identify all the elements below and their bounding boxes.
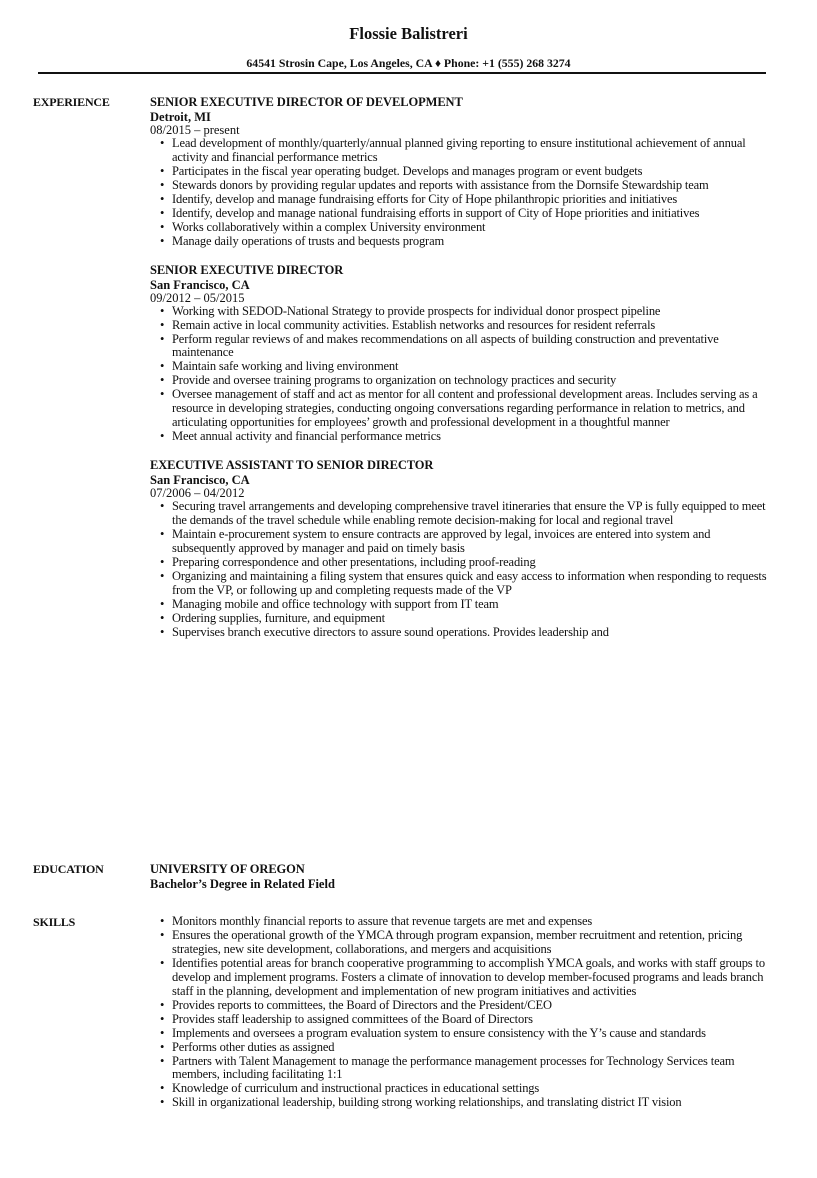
- bullet-item: • Identify, develop and manage fundraising efforts for City of Hope philanthropic priorities and initiatives: [172, 193, 770, 207]
- job-title: EXECUTIVE ASSISTANT TO SENIOR DIRECTOR: [150, 458, 434, 473]
- header-divider: [38, 72, 766, 74]
- job-entry: [150, 95, 770, 249]
- skill-item: • Identifies potential areas for branch cooperative programming to accomplish YMCA goals, and works with staff groups to develop and implement programs. Fosters a climate of innovation to develop member-focused programs and leads branch staff in the planning, development and implementation of new program initiatives and activities: [172, 957, 770, 999]
- skill-item: • Knowledge of curriculum and instructional practices in educational settings: [172, 1082, 770, 1096]
- bullet-item: • Participates in the fiscal year operating budget. Develops and manages program or event budgets: [172, 165, 770, 179]
- job-location: Detroit, MI: [150, 110, 211, 124]
- education-body: [150, 862, 770, 891]
- bullet-item: • Meet annual activity and financial performance metrics: [172, 430, 770, 444]
- section-label-education: EDUCATION: [33, 862, 104, 876]
- job-bullets: [150, 137, 770, 249]
- bullet-item: • Working with SEDOD-National Strategy to provide prospects for individual donor prospect pipeline: [172, 305, 770, 319]
- bullet-item: • Lead development of monthly/quarterly/annual planned giving reporting to ensure institutional achievement of annual activity and financial performance metrics: [172, 137, 770, 165]
- job-dates: 08/2015 – present: [150, 123, 240, 137]
- candidate-name: Flossie Balistreri: [349, 24, 468, 43]
- bullet-item: • Organizing and maintaining a filing system that ensures quick and easy access to information when responding to requests from the VP, or following up and completing requests made of the VP: [172, 570, 770, 598]
- degree: Bachelor’s Degree in Related Field: [150, 877, 335, 891]
- bullet-item: • Maintain e-procurement system to ensure contracts are approved by legal, invoices are entered into system and subsequently approved by manager and paid on timely basis: [172, 528, 770, 556]
- job-bullets: [150, 500, 770, 640]
- skill-item: • Skill in organizational leadership, building strong working relationships, and translating district IT vision: [172, 1096, 770, 1110]
- section-label-experience: EXPERIENCE: [33, 95, 110, 109]
- skill-item: • Implements and oversees a program evaluation system to ensure consistency with the Y’s cause and standards: [172, 1027, 770, 1041]
- school-name: UNIVERSITY OF OREGON: [150, 862, 305, 876]
- section-label-skills: SKILLS: [33, 915, 76, 929]
- job-dates: 09/2012 – 05/2015: [150, 290, 245, 305]
- job-location: San Francisco, CA: [150, 473, 250, 488]
- bullet-item: • Maintain safe working and living environment: [172, 360, 770, 374]
- job-bullets: [150, 305, 770, 445]
- bullet-item: • Identify, develop and manage national fundraising efforts in support of City of Hope priorities and initiatives: [172, 207, 770, 221]
- job-location: San Francisco, CA: [150, 277, 250, 292]
- skill-item: • Monitors monthly financial reports to assure that revenue targets are met and expenses: [172, 915, 770, 929]
- skill-item: • Partners with Talent Management to manage the performance management processes for Technology Services team members, including facilitating 1:1: [172, 1055, 770, 1083]
- bullet-item: • Provide and oversee training programs to organization on technology practices and security: [172, 374, 770, 388]
- job-title: SENIOR EXECUTIVE DIRECTOR: [150, 262, 344, 277]
- skill-item: • Performs other duties as assigned: [172, 1041, 770, 1055]
- skills-body: [150, 915, 770, 1110]
- bullet-item: • Supervises branch executive directors to assure sound operations. Provides leadership and: [172, 626, 770, 640]
- bullet-item: • Securing travel arrangements and developing comprehensive travel itineraries that ensure the VP is fully equipped to meet the demands of the travel schedule while enabling remote decision-making for local and regional travel: [172, 500, 770, 528]
- skill-item: • Provides staff leadership to assigned committees of the Board of Directors: [172, 1013, 770, 1027]
- bullet-item: • Stewards donors by providing regular updates and reports with assistance from the Dornsife Stewardship team: [172, 179, 770, 193]
- skill-item: • Provides reports to committees, the Board of Directors and the President/CEO: [172, 999, 770, 1013]
- experience-list: [150, 95, 770, 654]
- skill-item: • Ensures the operational growth of the YMCA through program expansion, member recruitment and retention, pricing strategies, new site development, collaborations, and mergers and acquisitions: [172, 929, 770, 957]
- bullet-item: • Perform regular reviews of and makes recommendations on all aspects of building construction and preventative maintenance: [172, 333, 770, 361]
- job-entry: [150, 458, 770, 640]
- bullet-item: • Manage daily operations of trusts and bequests program: [172, 235, 770, 249]
- job-dates: 07/2006 – 04/2012: [150, 486, 245, 501]
- bullet-item: • Preparing correspondence and other presentations, including proof-reading: [172, 556, 770, 570]
- skills-bullets: [150, 915, 770, 1110]
- bullet-item: • Managing mobile and office technology with support from IT team: [172, 598, 770, 612]
- bullet-item: • Oversee management of staff and act as mentor for all content and professional development areas. Includes serving as a resource in developing strategies, conducting ongoing conversations regarding performance in relation to metrics, and articulating opportunities for employees’ growth and professional development in a thoughtful manner: [172, 388, 770, 430]
- job-title: SENIOR EXECUTIVE DIRECTOR OF DEVELOPMENT: [150, 95, 463, 109]
- bullet-item: • Works collaboratively within a complex University environment: [172, 221, 770, 235]
- bullet-item: • Remain active in local community activities. Establish networks and resources for resident referrals: [172, 319, 770, 333]
- contact-line: 64541 Strosin Cape, Los Angeles, CA ♦ Phone: +1 (555) 268 3274: [246, 56, 571, 70]
- bullet-item: • Ordering supplies, furniture, and equipment: [172, 612, 770, 626]
- job-entry: [150, 263, 770, 445]
